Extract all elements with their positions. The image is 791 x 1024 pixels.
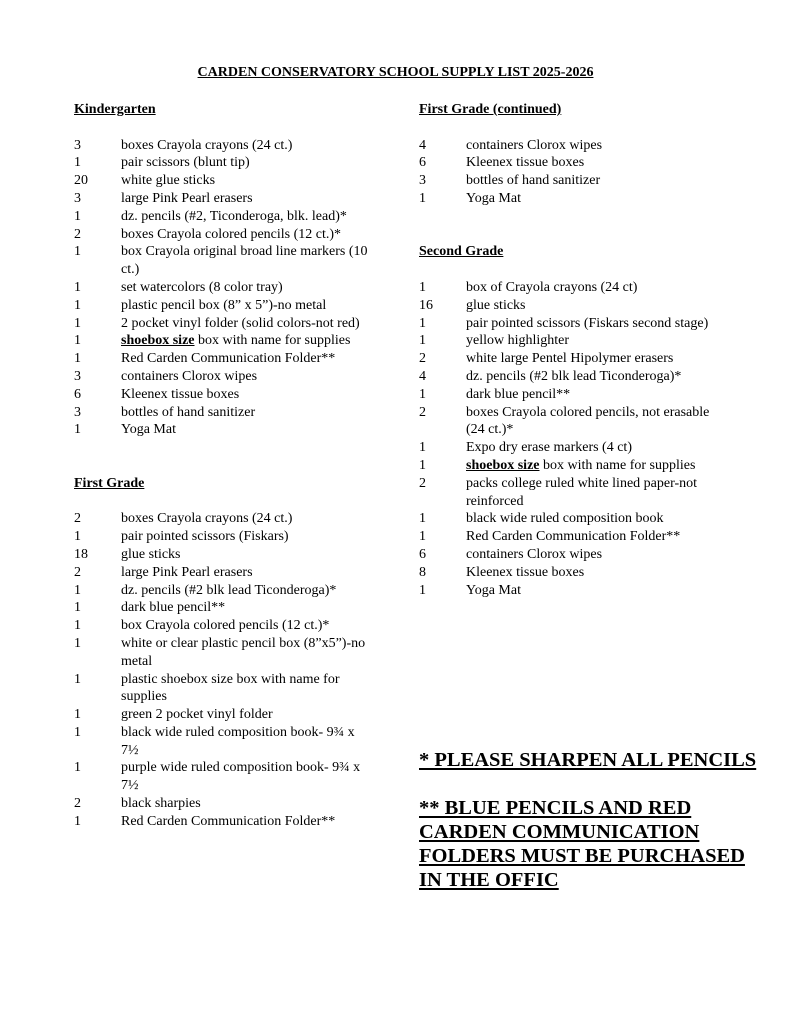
list-item bbox=[419, 582, 719, 600]
item-quantity: 2 bbox=[419, 404, 426, 420]
first-grade-continued-list bbox=[419, 137, 719, 208]
item-description: dz. pencils (#2 blk lead Ticonderoga)* bbox=[466, 368, 682, 384]
item-description: glue sticks bbox=[121, 546, 181, 562]
item-quantity: 1 bbox=[74, 760, 81, 776]
list-item bbox=[74, 795, 374, 813]
item-quantity: 2 bbox=[74, 511, 81, 527]
list-item bbox=[74, 172, 374, 190]
list-item bbox=[419, 386, 719, 404]
item-quantity: 6 bbox=[419, 155, 426, 171]
item-quantity: 3 bbox=[74, 190, 81, 206]
item-quantity: 1 bbox=[74, 707, 81, 723]
item-description: Red Carden Communication Folder** bbox=[121, 351, 336, 367]
item-quantity: 8 bbox=[419, 564, 426, 580]
item-description: dark blue pencil** bbox=[466, 386, 571, 402]
item-quantity: 2 bbox=[419, 351, 426, 367]
item-quantity: 1 bbox=[74, 635, 81, 651]
list-item bbox=[419, 404, 719, 440]
item-description: boxes Crayola crayons (24 ct.) bbox=[121, 511, 293, 527]
item-quantity: 1 bbox=[74, 813, 81, 829]
list-item bbox=[419, 350, 719, 368]
list-item bbox=[74, 671, 374, 707]
item-description: containers Clorox wipes bbox=[466, 546, 603, 562]
item-description: dz. pencils (#2 blk lead Ticonderoga)* bbox=[121, 582, 337, 598]
item-description: pair scissors (blunt tip) bbox=[121, 155, 250, 171]
list-item bbox=[419, 546, 719, 564]
list-item bbox=[74, 564, 374, 582]
item-quantity: 1 bbox=[419, 386, 426, 402]
item-quantity: 4 bbox=[419, 368, 426, 384]
list-item bbox=[74, 243, 374, 279]
item-description: green 2 pocket vinyl folder bbox=[121, 707, 273, 723]
list-item bbox=[74, 315, 374, 333]
item-quantity: 1 bbox=[74, 618, 81, 634]
item-quantity: 1 bbox=[419, 529, 426, 545]
item-quantity: 1 bbox=[74, 208, 81, 224]
list-item bbox=[419, 528, 719, 546]
item-description: box with name for supplies bbox=[194, 333, 351, 349]
item-description: dz. pencils (#2, Ticonderoga, blk. lead)* bbox=[121, 208, 347, 224]
list-item bbox=[74, 724, 374, 760]
item-quantity: 1 bbox=[74, 600, 81, 616]
list-item bbox=[74, 813, 374, 831]
item-description: Yoga Mat bbox=[466, 582, 521, 598]
item-description: Kleenex tissue boxes bbox=[466, 564, 585, 580]
item-quantity: 20 bbox=[74, 173, 88, 189]
item-quantity: 1 bbox=[74, 315, 81, 331]
item-quantity: 2 bbox=[74, 796, 81, 812]
item-description: box Crayola original broad line markers (10 ct.) bbox=[121, 244, 368, 278]
item-description: Red Carden Communication Folder** bbox=[466, 529, 681, 545]
list-item bbox=[74, 154, 374, 172]
item-description: bottles of hand sanitizer bbox=[466, 173, 601, 189]
item-description: black wide ruled composition book bbox=[466, 511, 664, 527]
first-grade-heading: First Grade bbox=[74, 475, 145, 491]
kindergarten-list bbox=[74, 137, 374, 440]
list-item bbox=[419, 172, 719, 190]
list-item bbox=[419, 154, 719, 172]
item-description: Red Carden Communication Folder** bbox=[121, 813, 336, 829]
first-grade-list bbox=[74, 510, 374, 830]
item-description: white or clear plastic pencil box (8”x5”)-no metal bbox=[121, 635, 366, 669]
item-quantity: 1 bbox=[419, 279, 426, 295]
item-description: set watercolors (8 color tray) bbox=[121, 279, 283, 295]
left-column bbox=[74, 101, 374, 831]
item-quantity: 1 bbox=[74, 279, 81, 295]
list-item bbox=[74, 279, 374, 297]
list-item bbox=[74, 137, 374, 155]
item-description: white glue sticks bbox=[121, 173, 216, 189]
item-quantity: 1 bbox=[419, 457, 426, 473]
list-item bbox=[74, 190, 374, 208]
item-description: black wide ruled composition book- 9¾ x 7½ bbox=[121, 724, 355, 758]
list-item bbox=[74, 421, 374, 439]
item-description: plastic shoebox size box with name for supplies bbox=[121, 671, 340, 705]
item-quantity: 1 bbox=[74, 582, 81, 598]
list-item bbox=[419, 279, 719, 297]
list-item bbox=[74, 226, 374, 244]
item-quantity: 1 bbox=[74, 351, 81, 367]
item-description: glue sticks bbox=[466, 297, 526, 313]
item-quantity: 1 bbox=[74, 297, 81, 313]
item-quantity: 2 bbox=[419, 475, 426, 491]
list-item bbox=[74, 297, 374, 315]
list-item bbox=[74, 404, 374, 422]
item-quantity: 2 bbox=[74, 226, 81, 242]
item-quantity: 1 bbox=[419, 333, 426, 349]
item-description: black sharpies bbox=[121, 796, 201, 812]
item-quantity: 2 bbox=[74, 564, 81, 580]
item-emphasis: shoebox size bbox=[121, 333, 195, 349]
item-description: containers Clorox wipes bbox=[121, 368, 258, 384]
item-quantity: 1 bbox=[419, 582, 426, 598]
item-description: large Pink Pearl erasers bbox=[121, 564, 253, 580]
item-description: pair pointed scissors (Fiskars second stage) bbox=[466, 315, 709, 331]
item-description: 2 pocket vinyl folder (solid colors-not red) bbox=[121, 315, 360, 331]
page-title: CARDEN CONSERVATORY SCHOOL SUPPLY LIST 2025-2026 bbox=[197, 65, 594, 80]
item-quantity: 18 bbox=[74, 546, 88, 562]
item-description: Kleenex tissue boxes bbox=[466, 155, 585, 171]
item-quantity: 1 bbox=[74, 671, 81, 687]
item-description: containers Clorox wipes bbox=[466, 137, 603, 153]
second-grade-heading: Second Grade bbox=[419, 244, 504, 260]
first-grade-continued-heading: First Grade (continued) bbox=[419, 102, 562, 117]
item-description: large Pink Pearl erasers bbox=[121, 190, 253, 206]
item-quantity: 1 bbox=[74, 244, 81, 260]
item-emphasis: shoebox size bbox=[466, 457, 540, 473]
item-description: Yoga Mat bbox=[121, 422, 176, 438]
item-quantity: 16 bbox=[419, 297, 433, 313]
item-description: plastic pencil box (8” x 5”)-no metal bbox=[121, 297, 327, 313]
list-item bbox=[74, 350, 374, 368]
list-item bbox=[74, 386, 374, 404]
list-item bbox=[74, 510, 374, 528]
item-quantity: 1 bbox=[74, 333, 81, 349]
item-description: pair pointed scissors (Fiskars) bbox=[121, 529, 289, 545]
item-description: boxes Crayola colored pencils (12 ct.)* bbox=[121, 226, 342, 242]
item-description: Yoga Mat bbox=[466, 190, 521, 206]
item-description: dark blue pencil** bbox=[121, 600, 226, 616]
list-item bbox=[419, 510, 719, 528]
list-item bbox=[74, 599, 374, 617]
item-quantity: 1 bbox=[74, 422, 81, 438]
list-item bbox=[74, 617, 374, 635]
list-item bbox=[74, 368, 374, 386]
item-quantity: 3 bbox=[74, 137, 81, 153]
item-description: boxes Crayola colored pencils, not erasable (24 ct.)* bbox=[466, 404, 710, 438]
item-quantity: 1 bbox=[74, 724, 81, 740]
list-item bbox=[419, 475, 719, 511]
list-item bbox=[74, 582, 374, 600]
right-column bbox=[419, 101, 719, 599]
item-description: box Crayola colored pencils (12 ct.)* bbox=[121, 618, 330, 634]
sharpen-note: * PLEASE SHARPEN ALL PENCILS bbox=[419, 749, 757, 771]
notes-block bbox=[419, 748, 759, 892]
list-item bbox=[419, 297, 719, 315]
item-quantity: 1 bbox=[419, 315, 426, 331]
list-item bbox=[74, 332, 374, 350]
item-quantity: 3 bbox=[74, 404, 81, 420]
list-item bbox=[419, 137, 719, 155]
item-quantity: 1 bbox=[74, 155, 81, 171]
item-quantity: 1 bbox=[419, 440, 426, 456]
list-item bbox=[419, 368, 719, 386]
list-item bbox=[74, 528, 374, 546]
list-item bbox=[419, 190, 719, 208]
list-item bbox=[74, 208, 374, 226]
list-item bbox=[419, 332, 719, 350]
item-quantity: 1 bbox=[419, 511, 426, 527]
list-item bbox=[419, 439, 719, 457]
item-quantity: 3 bbox=[74, 368, 81, 384]
list-item bbox=[74, 546, 374, 564]
list-item bbox=[419, 457, 719, 475]
item-description: bottles of hand sanitizer bbox=[121, 404, 256, 420]
item-description: packs college ruled white lined paper-not reinforced bbox=[466, 475, 698, 509]
item-description: box of Crayola crayons (24 ct) bbox=[466, 279, 638, 295]
item-description: Expo dry erase markers (4 ct) bbox=[466, 440, 632, 456]
item-description: purple wide ruled composition book- 9¾ x 7½ bbox=[121, 760, 361, 794]
list-item bbox=[74, 759, 374, 795]
list-item bbox=[419, 564, 719, 582]
item-quantity: 4 bbox=[419, 137, 426, 153]
list-item bbox=[74, 706, 374, 724]
item-description: Kleenex tissue boxes bbox=[121, 386, 240, 402]
list-item bbox=[419, 315, 719, 333]
item-description: yellow highlighter bbox=[466, 333, 570, 349]
list-item bbox=[74, 635, 374, 671]
item-description: box with name for supplies bbox=[539, 457, 696, 473]
purchase-note: ** BLUE PENCILS AND RED CARDEN COMMUNICATION FOLDERS MUST BE PURCHASED IN THE OFFIC bbox=[419, 797, 745, 891]
item-quantity: 1 bbox=[419, 190, 426, 206]
second-grade-list bbox=[419, 279, 719, 599]
item-quantity: 6 bbox=[74, 386, 81, 402]
item-quantity: 6 bbox=[419, 546, 426, 562]
item-quantity: 1 bbox=[74, 529, 81, 545]
kindergarten-heading: Kindergarten bbox=[74, 102, 156, 117]
item-description: white large Pentel Hipolymer erasers bbox=[466, 351, 674, 367]
item-description: boxes Crayola crayons (24 ct.) bbox=[121, 137, 293, 153]
item-quantity: 3 bbox=[419, 173, 426, 189]
